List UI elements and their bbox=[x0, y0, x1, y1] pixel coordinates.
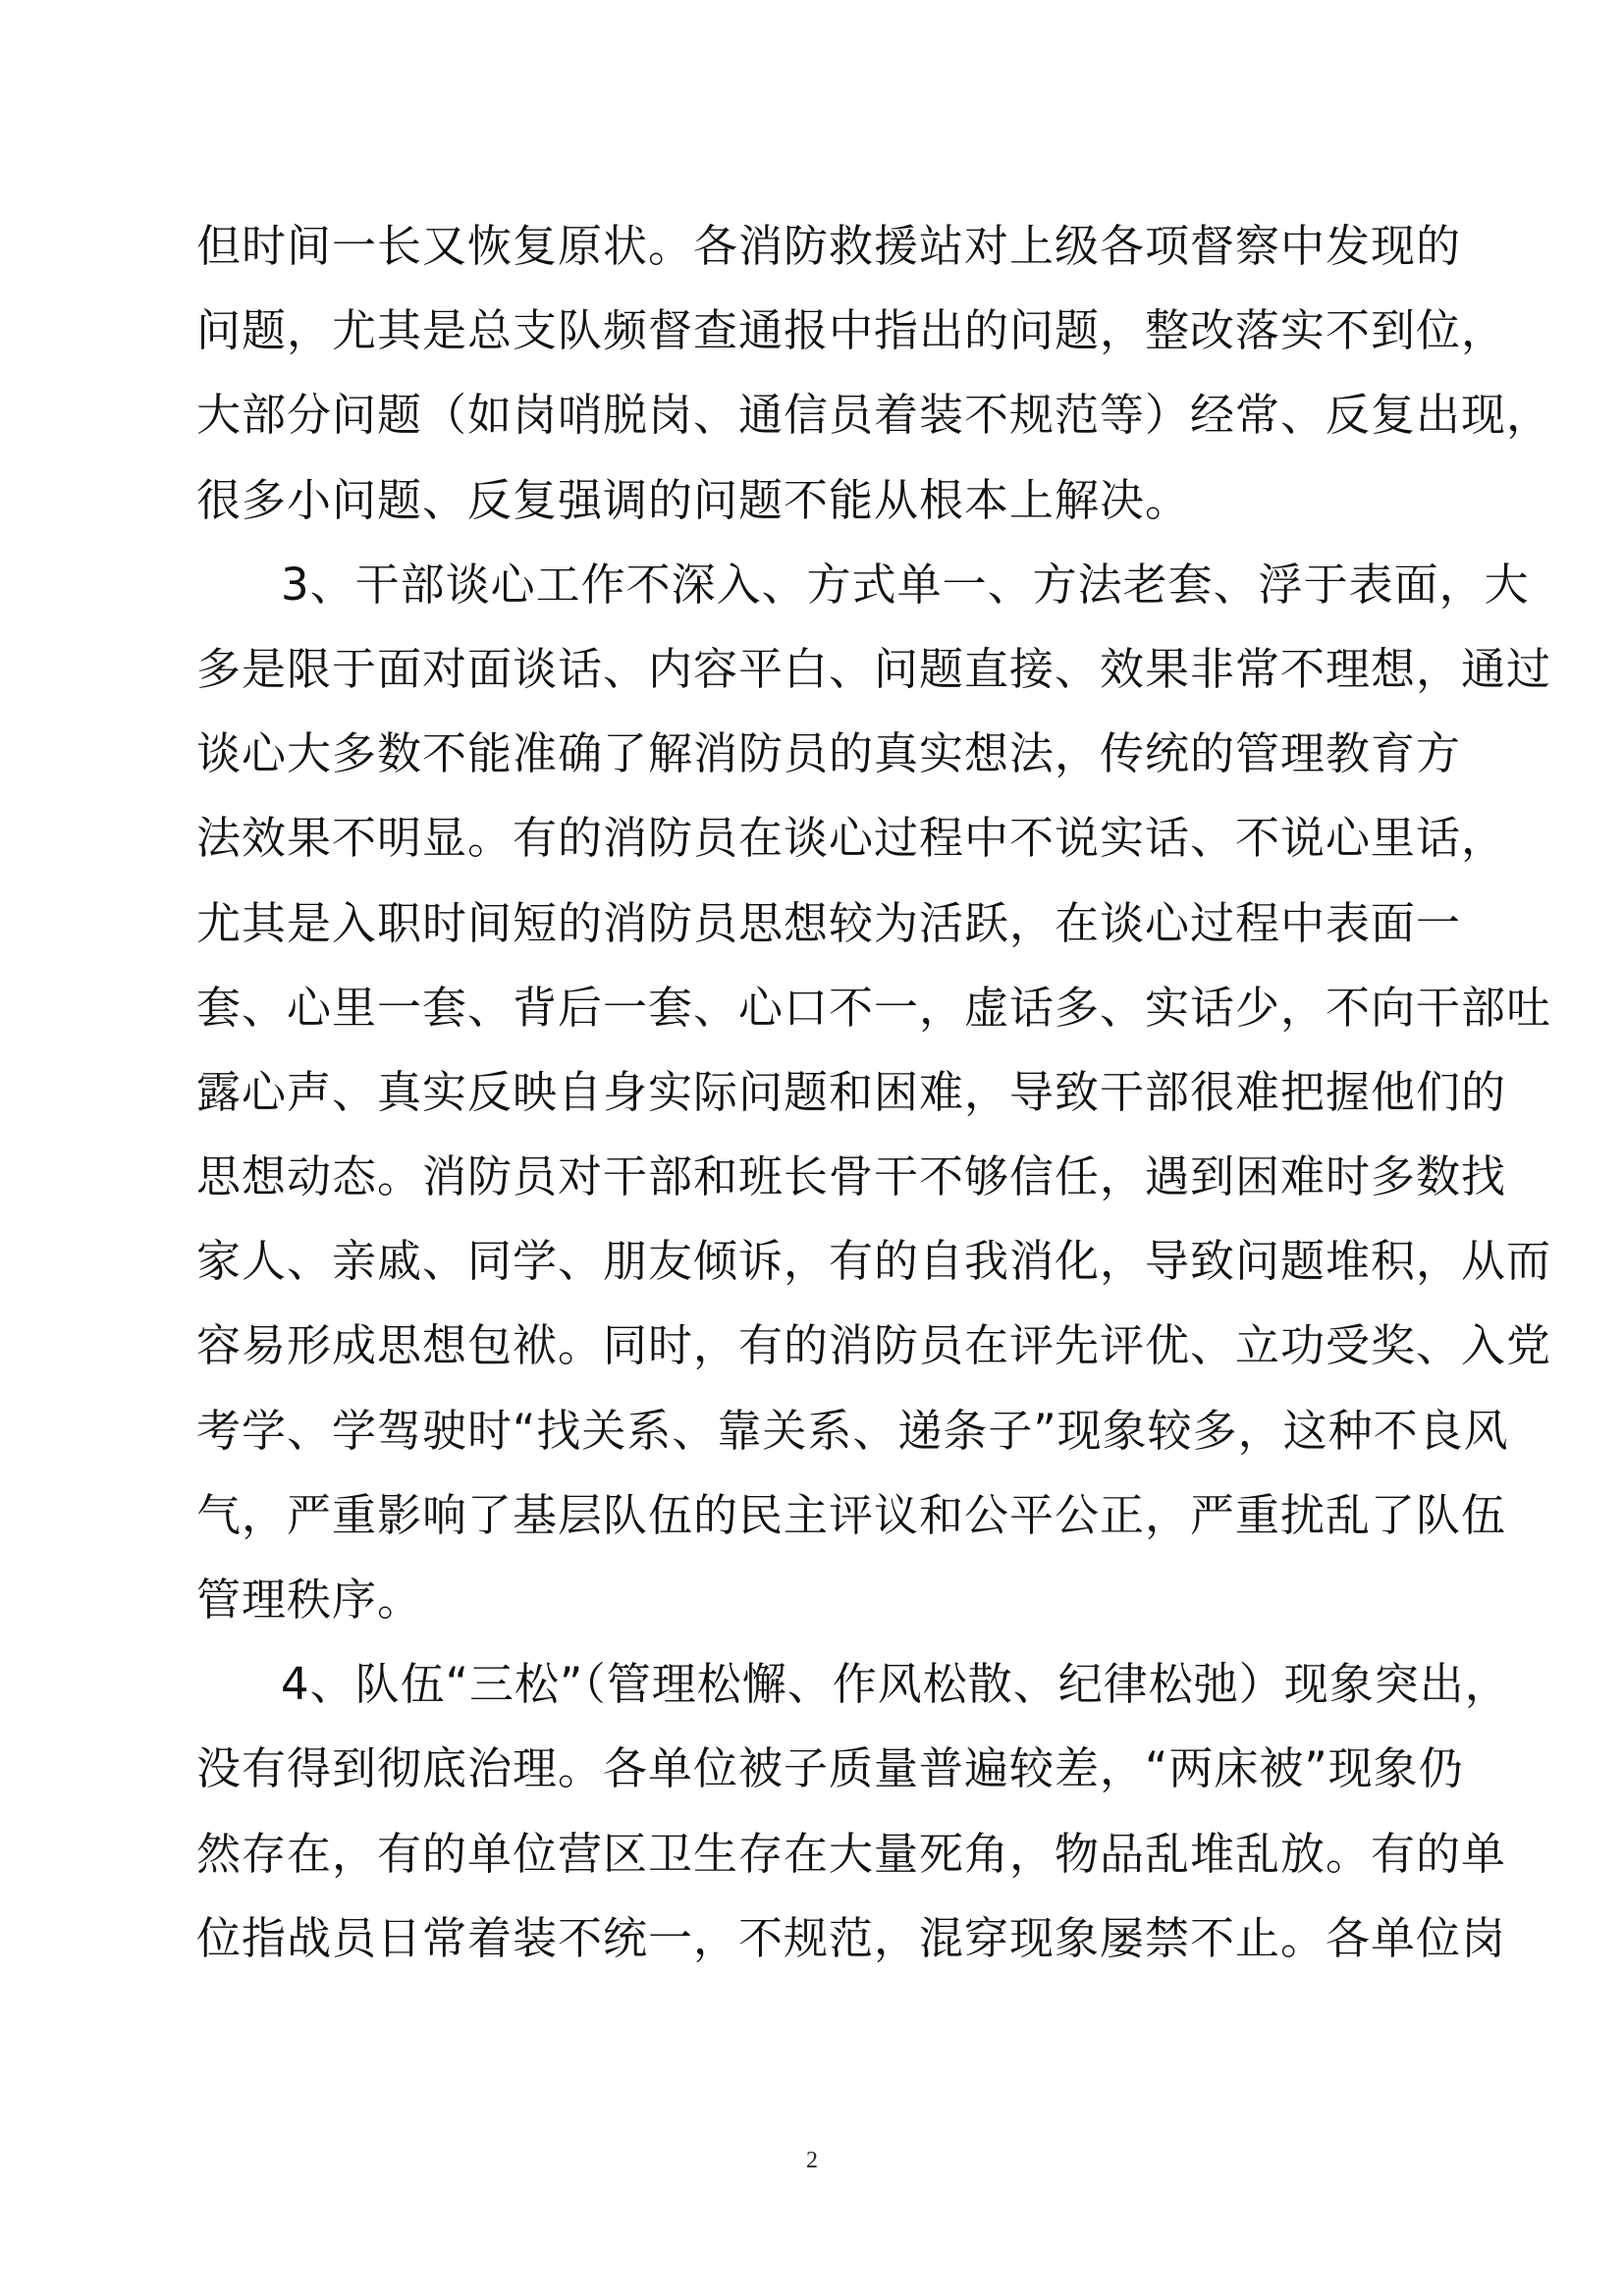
text-line: 3、干部谈心工作不深入、方式单一、方法老套、浮于表面，大 bbox=[281, 558, 1530, 611]
text-line: 家人、亲戚、同学、朋友倾诉，有的自我消化，导致问题堆积，从而 bbox=[196, 1235, 1552, 1288]
page-number: 2 bbox=[806, 2148, 818, 2173]
text-line: 位指战员日常着装不统一，不规范，混穿现象屡禁不止。各单位岗 bbox=[196, 1911, 1507, 1964]
text-line: 管理秩序。 bbox=[196, 1574, 423, 1626]
text-line: 很多小问题、反复强调的问题不能从根本上解决。 bbox=[196, 473, 1191, 526]
body-text bbox=[196, 204, 1552, 1981]
text-line: 4、队伍“三松”（管理松懈、作风松散、纪律松弛）现象突出， bbox=[281, 1658, 1510, 1711]
text-line: 法效果不明显。有的消防员在谈心过程中不说实话、不说心里话， bbox=[196, 812, 1507, 865]
text-line: 谈心大多数不能准确了解消防员的真实想法，传统的管理教育方 bbox=[196, 727, 1462, 780]
text-line: 思想动态。消防员对干部和班长骨干不够信任，遇到困难时多数找 bbox=[196, 1150, 1507, 1203]
text-line: 尤其是入职时间短的消防员思想较为活跃，在谈心过程中表面一 bbox=[196, 896, 1462, 949]
text-line: 多是限于面对面谈话、内容平白、问题直接、效果非常不理想，通过 bbox=[196, 642, 1552, 695]
text-line: 问题，尤其是总支队频督查通报中指出的问题，整改落实不到位， bbox=[196, 304, 1507, 357]
text-line: 然存在，有的单位营区卫生存在大量死角，物品乱堆乱放。有的单 bbox=[196, 1827, 1507, 1880]
text-line: 大部分问题（如岗哨脱岗、通信员着装不规范等）经常、反复出现， bbox=[196, 389, 1552, 442]
text-line: 考学、学驾驶时“找关系、靠关系、递条子”现象较多，这种不良风 bbox=[196, 1404, 1509, 1457]
text-line: 套、心里一套、背后一套、心口不一，虚话多、实话少，不向干部吐 bbox=[196, 981, 1552, 1034]
text-line: 但时间一长又恢复原状。各消防救援站对上级各项督察中发现的 bbox=[196, 220, 1462, 272]
text-line: 容易形成思想包袱。同时，有的消防员在评先评优、立功受奖、入党 bbox=[196, 1319, 1552, 1372]
text-line: 没有得到彻底治理。各单位被子质量普遍较差，“两床被”现象仍 bbox=[196, 1742, 1464, 1795]
text-line: 露心声、真实反映自身实际问题和困难，导致干部很难把握他们的 bbox=[196, 1065, 1507, 1118]
text-line: 气，严重影响了基层队伍的民主评议和公平公正，严重扰乱了队伍 bbox=[196, 1488, 1507, 1541]
